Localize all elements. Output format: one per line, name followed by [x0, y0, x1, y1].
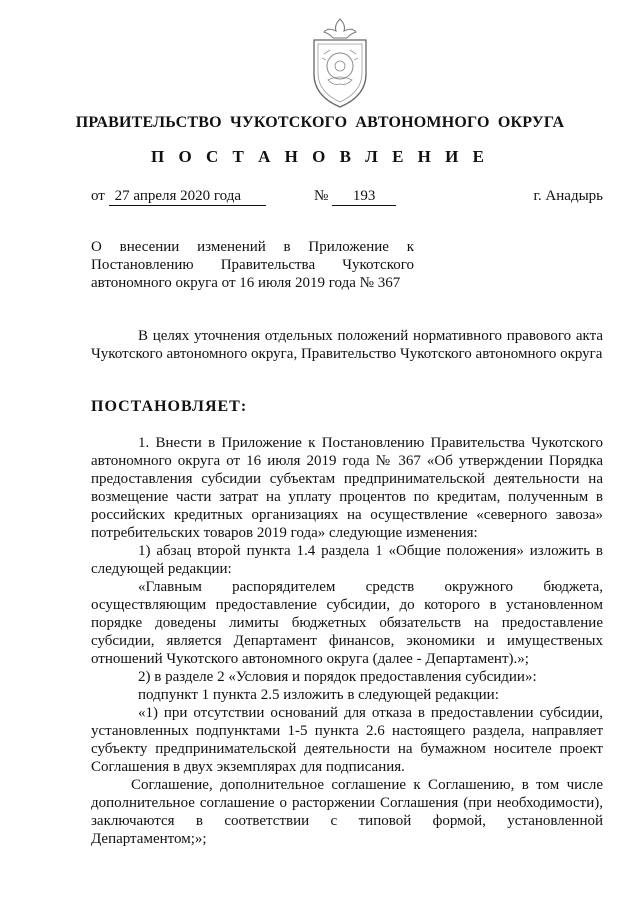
- body-paragraph: 2) в разделе 2 «Условия и порядок предоставления субсидии»:: [138, 669, 537, 685]
- date-label: от: [91, 188, 105, 204]
- subject-line: Постановлению Правительства Чукотского: [91, 257, 414, 273]
- preamble: [91, 327, 603, 363]
- number-field: [314, 188, 396, 206]
- preamble-paragraph: В целях уточнения отдельных положений нормативного правового акта Чукотского автономного округа, Правительство Чукотского автономного округа: [91, 328, 603, 362]
- date-value: 27 апреля 2020 года: [109, 188, 266, 206]
- resolves-heading: ПОСТАНОВЛЯЕТ:: [91, 398, 248, 415]
- document-subject: [91, 238, 414, 292]
- number-label: №: [314, 188, 329, 204]
- subject-line: автономного округа от 16 июля 2019 года № 367: [91, 275, 401, 291]
- government-title: ПРАВИТЕЛЬСТВО ЧУКОТСКОГО АВТОНОМНОГО ОКРУГА: [75, 114, 565, 131]
- document-type: П О С Т А Н О В Л Е Н И Е: [151, 147, 489, 166]
- body-paragraph: Соглашение, дополнительное соглашение к Соглашению, в том числе дополнительное соглашение о расторжении Соглашения (при необходимости), заключаются в соответствии с типовой формой, установленной Департаментом;»;: [91, 777, 603, 847]
- date-field: [91, 188, 266, 206]
- body-paragraph: «1) при отсутствии оснований для отказа в предоставлении субсидии, установленных подпунктами 1-5 пункта 2.6 настоящего раздела, направляет субъекту предпринимательской деятельности на бумажном носителе проект Соглашения в двух экземплярах для подписания.: [91, 705, 603, 775]
- body-paragraph: «Главным распорядителем средств окружного бюджета, осуществляющим предоставление субсидии, до которого в установленном порядке доведены лимиты бюджетных обязательств на предоставление субсидии, является Департамент финансов, экономики и имущественых отношений Чукотского автономного округа (далее - Департамент).»;: [91, 579, 603, 667]
- body-paragraph: подпункт 1 пункта 2.5 изложить в следующей редакции:: [138, 687, 499, 703]
- number-value: 193: [332, 188, 396, 206]
- decree-body: [91, 434, 603, 848]
- body-paragraph: 1. Внести в Приложение к Постановлению Правительства Чукотского автономного округа от 16 июля 2019 года № 367 «Об утверждении Порядка предоставления субсидии субъектам предпринимательской деятельности на возмещение части затрат на уплату процентов по кредитам, полученным в российских кредитных организациях на осуществление «северного завоза» потребительских товаров 2019 года» следующие изменения:: [91, 435, 603, 541]
- coat-of-arms-icon: [300, 16, 380, 110]
- subject-line: О внесении изменений в Приложение к: [91, 239, 414, 255]
- city: г. Анадырь: [533, 188, 603, 204]
- body-paragraph: 1) абзац второй пункта 1.4 раздела 1 «Общие положения» изложить в следующей редакции:: [91, 543, 603, 577]
